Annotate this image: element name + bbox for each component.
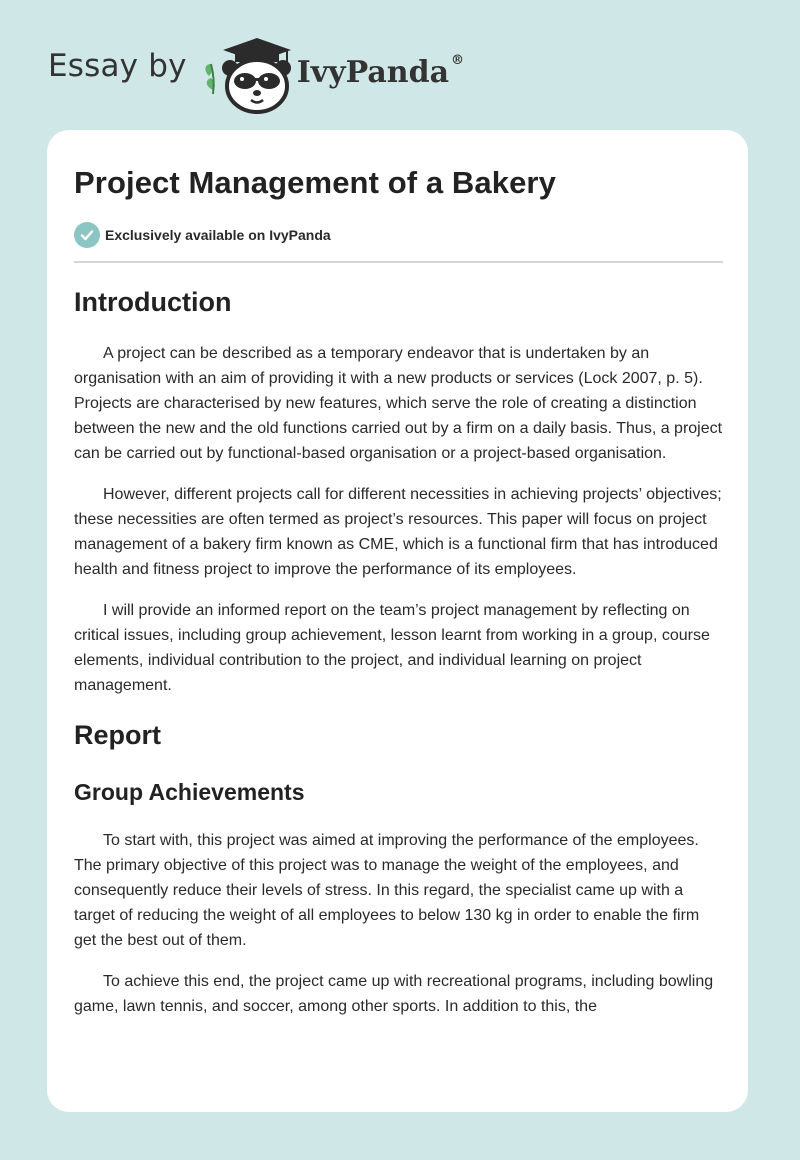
paragraph: However, different projects call for different necessities in achieving projects’ objectives; these necessities are often termed as project’s resources. This paper will focus on project management of a bakery firm known as CME, which is a functional firm that has introduced health and fitness project to improve the performance of its employees. bbox=[74, 486, 722, 578]
checkmark-icon bbox=[74, 222, 100, 248]
title-divider bbox=[74, 261, 723, 263]
paragraph: To start with, this project was aimed at improving the performance of the employees. The primary objective of this project was to manage the weight of the employees, and consequently reduce their levels of stress. In this regard, the specialist came up with a target of reducing the weight of all employees to below 130 kg in order to enable the firm get the best out of them. bbox=[74, 832, 700, 949]
page-title: Project Management of a Bakery bbox=[74, 165, 556, 200]
section-heading-report: Report bbox=[74, 720, 161, 750]
brand-name-text: IvyPanda bbox=[296, 54, 450, 90]
brand-header bbox=[48, 34, 464, 114]
article-card bbox=[47, 130, 748, 1112]
paragraph: A project can be described as a temporary endeavor that is undertaken by an organisation with an aim of providing it with a new products or services (Lock 2007, p. 5). Projects are characterised by new features, which serve the role of creating a distinction between the new and the old functions carried out by a firm on a daily basis. Thus, a project can be carried out by functional-based organisation or a project-based organisation. bbox=[74, 345, 723, 462]
subsection-heading-group-achievements: Group Achievements bbox=[74, 779, 305, 805]
section-heading-introduction: Introduction bbox=[74, 287, 232, 317]
panda-graduate-icon bbox=[201, 34, 293, 114]
exclusive-badge bbox=[74, 222, 331, 248]
registered-mark: ® bbox=[451, 52, 465, 68]
badge-text: Exclusively available on IvyPanda bbox=[105, 227, 331, 243]
paragraph: To achieve this end, the project came up with recreational programs, including bowling game, lawn tennis, and soccer, among other sports. In addition to this, the bbox=[74, 973, 714, 1015]
article-body bbox=[74, 280, 724, 1019]
brand-prefix: Essay by bbox=[48, 48, 187, 84]
paragraph: I will provide an informed report on the team’s project management by reflecting on critical issues, including group achievement, lesson learnt from working in a group, course elements, individual contribution to the project, and individual learning on project management. bbox=[74, 602, 710, 694]
brand-name bbox=[296, 52, 465, 90]
